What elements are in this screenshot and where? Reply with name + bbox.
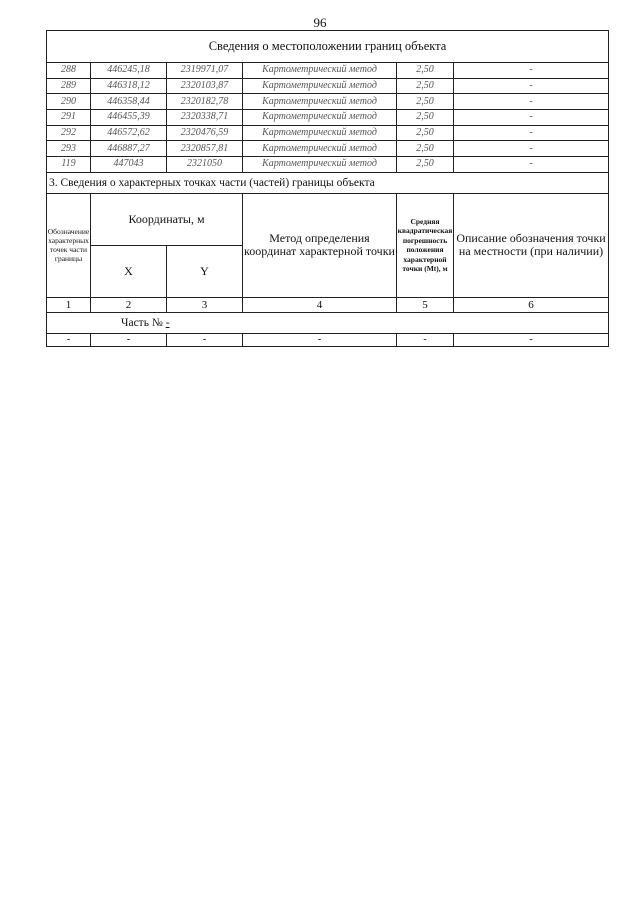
cell-x: 447043	[91, 157, 167, 173]
table-row	[47, 110, 609, 126]
cell-description: -	[454, 78, 609, 94]
cell-empty: -	[47, 333, 91, 346]
cell-method: Картометрический метод	[243, 110, 397, 126]
column-numbers-row	[47, 297, 609, 312]
table-title: Сведения о местоположении границ объекта	[47, 31, 609, 63]
column-number: 4	[243, 297, 397, 312]
table-row	[47, 157, 609, 173]
cell-x: 446358,44	[91, 94, 167, 110]
column-number: 2	[91, 297, 167, 312]
header-coordinates: Координаты, м	[91, 193, 243, 245]
cell-empty: -	[454, 333, 609, 346]
column-number: 3	[167, 297, 243, 312]
header-y: Y	[167, 245, 243, 297]
header-x: X	[91, 245, 167, 297]
table-row	[47, 78, 609, 94]
cell-y: 2320476,59	[167, 125, 243, 141]
cell-y: 2320103,87	[167, 78, 243, 94]
cell-point: 289	[47, 78, 91, 94]
cell-accuracy: 2,50	[397, 141, 454, 157]
table-row	[47, 141, 609, 157]
cell-description: -	[454, 63, 609, 79]
cell-x: 446455,39	[91, 110, 167, 126]
cell-point: 290	[47, 94, 91, 110]
part-label: Часть №	[121, 316, 163, 329]
cell-description: -	[454, 141, 609, 157]
cell-method: Картометрический метод	[243, 157, 397, 173]
cell-y: 2320338,71	[167, 110, 243, 126]
header-description: Описание обозначения точки на местности (при наличии)	[454, 193, 609, 297]
table-row	[47, 63, 609, 79]
cell-y: 2321050	[167, 157, 243, 173]
cell-accuracy: 2,50	[397, 157, 454, 173]
cell-description: -	[454, 125, 609, 141]
cell-empty: -	[91, 333, 167, 346]
cell-description: -	[454, 157, 609, 173]
header-point-designation: Обозначение характерных точек части границы	[47, 193, 91, 297]
column-number: 5	[397, 297, 454, 312]
cell-point: 119	[47, 157, 91, 173]
cell-point: 292	[47, 125, 91, 141]
table-row	[47, 125, 609, 141]
cell-accuracy: 2,50	[397, 78, 454, 94]
cell-x: 446887,27	[91, 141, 167, 157]
cell-accuracy: 2,50	[397, 94, 454, 110]
cell-accuracy: 2,50	[397, 110, 454, 126]
column-number: 1	[47, 297, 91, 312]
cell-description: -	[454, 110, 609, 126]
header-accuracy: Средняя квадратическая погрешность положения характерной точки (Мt), м	[397, 193, 454, 297]
table-row	[47, 333, 609, 346]
column-number: 6	[454, 297, 609, 312]
section3-title: 3. Сведения о характерных точках части (частей) границы объекта	[47, 172, 609, 193]
boundary-table	[46, 30, 609, 347]
cell-y: 2319971,07	[167, 63, 243, 79]
table-row	[47, 94, 609, 110]
cell-method: Картометрический метод	[243, 94, 397, 110]
cell-point: 291	[47, 110, 91, 126]
cell-description: -	[454, 94, 609, 110]
cell-y: 2320182,78	[167, 94, 243, 110]
cell-method: Картометрический метод	[243, 141, 397, 157]
cell-point: 293	[47, 141, 91, 157]
cell-x: 446245,18	[91, 63, 167, 79]
cell-empty: -	[243, 333, 397, 346]
cell-accuracy: 2,50	[397, 63, 454, 79]
part-row	[47, 312, 609, 333]
header-method: Метод определения координат характерной точки	[243, 193, 397, 297]
page-number: 96	[313, 15, 327, 30]
cell-x: 446572,62	[91, 125, 167, 141]
cell-method: Картометрический метод	[243, 125, 397, 141]
part-value: -	[165, 316, 170, 329]
cell-method: Картометрический метод	[243, 63, 397, 79]
cell-empty: -	[167, 333, 243, 346]
cell-point: 288	[47, 63, 91, 79]
cell-empty: -	[397, 333, 454, 346]
cell-x: 446318,12	[91, 78, 167, 94]
cell-y: 2320857,81	[167, 141, 243, 157]
cell-accuracy: 2,50	[397, 125, 454, 141]
cell-method: Картометрический метод	[243, 78, 397, 94]
